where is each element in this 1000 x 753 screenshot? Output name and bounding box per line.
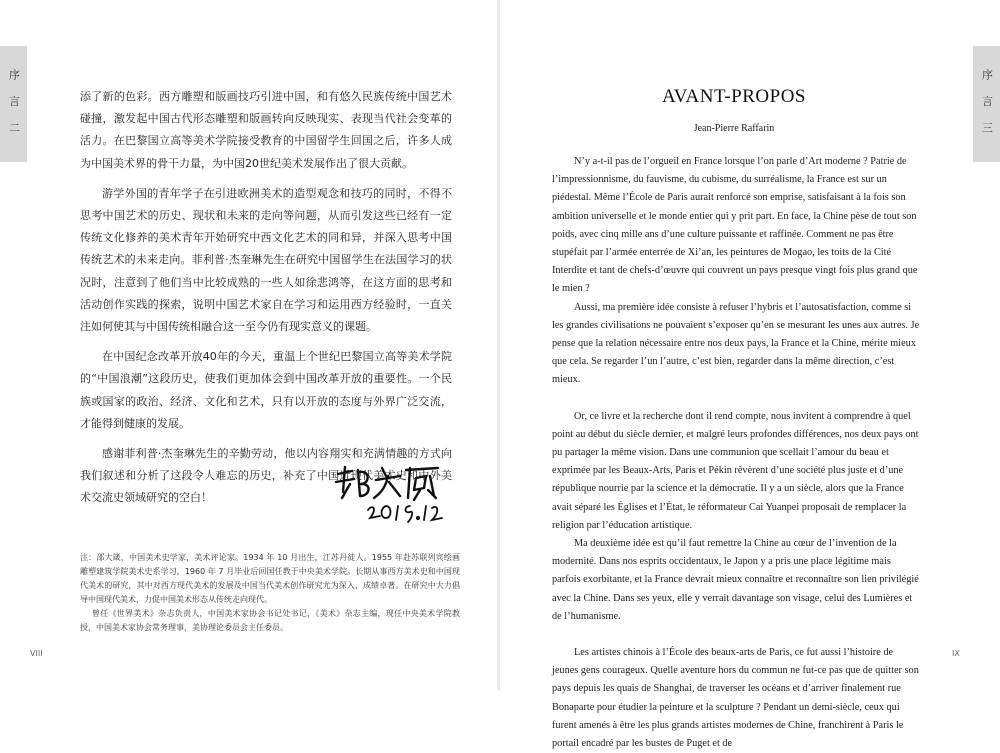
note-paragraph-2: 曾任《世界美术》杂志负责人，中国美术家协会书记处书记，《美术》杂志主编，现任中央美术学院教授，中国美术家协会常务理事，美协理论委员会主任委员。 xyxy=(80,609,460,632)
cn-paragraph-1: 添了新的色彩。西方雕塑和版画技巧引进中国，和有悠久民族传统中国艺术碰撞，激发起中国古代形态雕塑和版画转向反映现实、表现当代社会变革的活力。在巴黎国立高等美术学院接受教育的中国留学生回国之后，许多人成为中国美术界的骨干力量，为中国20世纪美术发展作出了很大贡献。 xyxy=(80,90,452,170)
fr-paragraph-4: Ma deuxième idée est qu’il faut remettre la Chine au cœur de l’invention de la modernité. Dans nos esprits occidentaux, le Japon y a pris une place légitime mais parfois exorbitante, et la France devrait mieux connaître et reconnaître son lien privilégié avec la Chine. Dans ses yeux, elle y verrait davantage son visage, celui des Lumières et de l’humanisme. xyxy=(552,538,919,622)
handwritten-signature xyxy=(330,462,450,526)
fr-paragraph-5: Les artistes chinois à l’École des beaux-arts de Paris, ce fut aussi l’histoire de jeunes gens courageux. Quelle aventure hors du commun ne fut-ce pas que de quitter son pays depuis les quais de Shanghai, de traverser les océans et d’arriver finalement rue Bonaparte pour étudier la peinture et la sculpture ? Pendant un demi-siècle, ceux qui furent amenés à être les plus grands artistes modernes de Chine, franchirent à Paris le portail encadré par les bustes de Puget et de xyxy=(552,647,919,750)
chapter-tab-right: 序 言 三 xyxy=(973,46,1000,162)
cn-paragraph-2: 游学外国的青年学子在引进欧洲美术的造型观念和技巧的同时，不得不思考中国艺术的历史、现状和未来的走向等问题，从而引发这些已经有一定传统文化修养的美术青年开始研究中西文化艺术的同和异，并深入思考中国传统艺术的未来走向。菲利普·杰奎琳先生在研究中国留学生在法国学习的状况时，注意到了他们当中比较成熟的一些人如徐悲鸿等，在这方面的思考和活动创作实践的探索，说明中国艺术家自在学习和运用西方经验时，一直关注如何使其与中国传统相融合这一至今仍有现实意义的课题。 xyxy=(80,186,452,334)
fr-paragraph-1: N’y a-t-il pas de l’orgueil en France lorsque l’on parle d’Art moderne ? Patrie de l’impressionnisme, du fauvisme, du cubisme, du surréalisme, la France est sur un piédestal. Même l’École de Paris aurait renforcé son emprise, satisfaisant à la fois son ambition universelle et le monde entier qui y prit part. En face, la Chine pèse de tout son poids, avec cinq mille ans d’une culture puissante et raffinée. Comment ne pas être stupéfait par l’armée enterrée de Xi’an, les peintures de Mogao, les toits de la Cité Interdite et tant de chefs-d’œuvre qui couvrent un pays presque vingt fois plus grand que le mien ? xyxy=(552,156,918,295)
note-paragraph-1: 注：邵大箴，中国美术史学家，美术评论家。1934 年 10 月出生，江苏丹徒人。1955 年赴苏联列宾绘画雕塑建筑学院美术史系学习，1960 年 7 月毕业后回国任教于中央美术学院。长期从事西方美术史和中国现代美术的研究，其中对西方现代美术的发展及中国当代美术创作研究尤为深入，成绩卓著。在研究中大力倡导中国现代美术，力促中国美术形态从传统走向现代。 xyxy=(80,553,460,604)
chapter-tab-left: 序 言 二 xyxy=(0,46,27,162)
french-body-text xyxy=(552,153,920,753)
cn-paragraph-4: 感谢菲利普·杰奎琳先生的辛勤劳动，他以内容翔实和充满情趣的方式向我们叙述和分析了这段令人难忘的历史，补充了中国近现代美术史和中外美术交流史领域研究的空白！ xyxy=(80,447,452,505)
fr-paragraph-3: Or, ce livre et la recherche dont il rend compte, nous invitent à comprendre à quel point au début du siècle dernier, et malgré leurs profondes différences, nos deux pays ont pu partager la même vision. Dans une communion que scellait l’amour du beau et exprimée par les Beaux-Arts, Paris et Pékin rêvèrent d’une société plus juste et d’une république nourrie par la science et la démocratie. Il y a un siècle, alors que la France avait séparé les Églises et l’État, le réformateur Cai Yuanpei proposait de remplacer la religion par l’éducation artistique. xyxy=(552,410,919,531)
page-title: AVANT-PROPOS xyxy=(662,86,806,107)
fr-paragraph-2: Aussi, ma première idée consiste à refuser l’hybris et l’autosatisfaction, comme si les grandes civilisations ne pouvaient s’exposer qu’en se mesurant les unes aux autres. Je pense que la relation nécessaire entre nos deux pays, la France et la Chine, mérite mieux que cela. Se regarder l’un l’autre, c’est bien, regarder dans la même direction, c’est mieux. xyxy=(552,301,920,386)
left-page xyxy=(0,0,500,691)
page-number-right: IX xyxy=(952,649,960,658)
chinese-body-text xyxy=(80,86,452,518)
cn-paragraph-3: 在中国纪念改革开放40年的今天，重温上个世纪巴黎国立高等美术学院的“中国浪潮”这段历史，使我们更加体会到中国改革开放的重要性。一个民族或国家的政治、经济、文化和艺术，只有以开放的态度与外界广泛交流，才能得到健康的发展。 xyxy=(80,350,452,430)
author-byline: Jean-Pierre Raffarin xyxy=(693,123,775,134)
author-note xyxy=(80,551,460,635)
page-number-left: VIII xyxy=(30,649,43,658)
